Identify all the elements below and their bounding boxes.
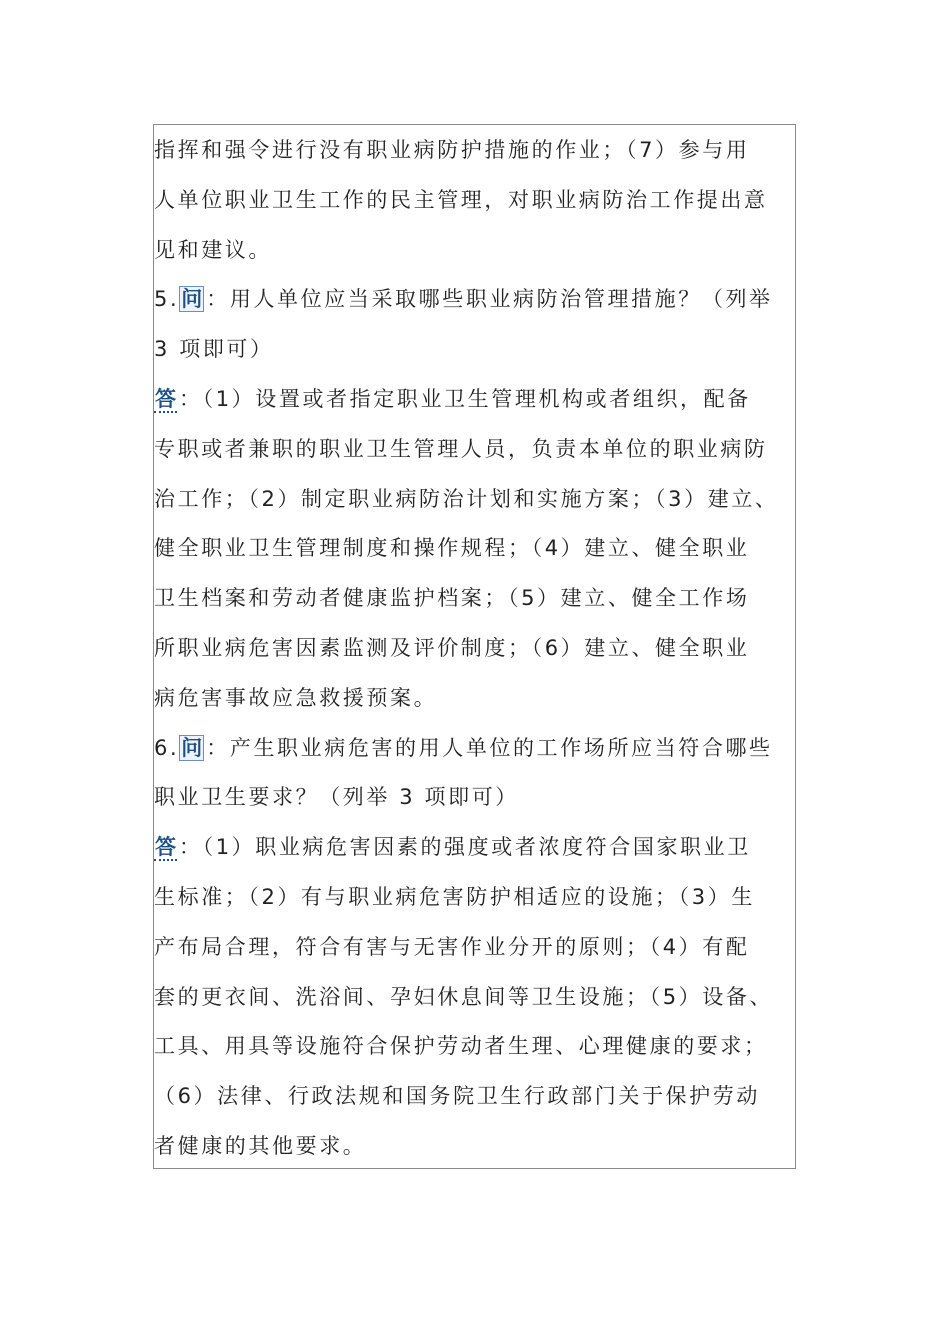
text-line: 3 项即可） [154, 337, 274, 362]
text-line: 者健康的其他要求。 [154, 1133, 367, 1158]
text-line: 见和建议。 [154, 237, 272, 262]
text-line: 治工作；（2）制定职业病防治计划和实施方案；（3）建立、 [154, 486, 779, 511]
question-text: ：产生职业病危害的用人单位的工作场所应当符合哪些 [206, 735, 773, 760]
text-line: 职业卫生要求？（列举 3 项即可） [154, 785, 519, 810]
answer-6-line [154, 823, 814, 873]
answer-tag: 答 [155, 835, 176, 860]
question-number: 6. [154, 735, 180, 760]
question-5-line [154, 275, 814, 325]
text-line: 卫生档案和劳动者健康监护档案；（5）建立、健全工作场 [154, 586, 750, 611]
text-line: 健全职业卫生管理制度和操作规程；（4）建立、健全职业 [154, 536, 750, 561]
answer-tag: 答 [155, 386, 176, 411]
answer-text: ：（1）职业病危害因素的强度或者浓度符合国家职业卫 [179, 835, 751, 860]
text-line: 所职业病危害因素监测及评价制度；（6）建立、健全职业 [154, 635, 750, 660]
document-body [154, 126, 814, 1172]
question-tag: 问 [181, 287, 203, 312]
answer-5-line [154, 375, 814, 425]
text-line: 产布局合理，符合有害与无害作业分开的原则；（4）有配 [154, 934, 750, 959]
text-line: 人单位职业卫生工作的民主管理，对职业病防治工作提出意 [154, 187, 768, 212]
text-line: 专职或者兼职的职业卫生管理人员，负责本单位的职业病防 [154, 436, 768, 461]
text-line: 病危害事故应急救援预案。 [154, 685, 438, 710]
question-6-line [154, 724, 814, 774]
text-line: 套的更衣间、洗浴间、孕妇休息间等卫生设施；（5）设备、 [154, 984, 774, 1009]
text-line: 工具、用具等设施符合保护劳动者生理、心理健康的要求； [154, 1034, 768, 1059]
question-text: ：用人单位应当采取哪些职业病防治管理措施？（列举 [206, 287, 773, 312]
text-line: 指挥和强令进行没有职业病防护措施的作业；（7）参与用 [154, 138, 750, 162]
question-number: 5. [154, 287, 180, 312]
text-line: 生标准；（2）有与职业病危害防护相适应的设施；（3）生 [154, 884, 755, 909]
question-tag: 问 [181, 735, 203, 760]
answer-text: ：（1）设置或者指定职业卫生管理机构或者组织，配备 [179, 386, 751, 411]
text-line: （6）法律、行政法规和国务院卫生行政部门关于保护劳动 [154, 1084, 760, 1109]
